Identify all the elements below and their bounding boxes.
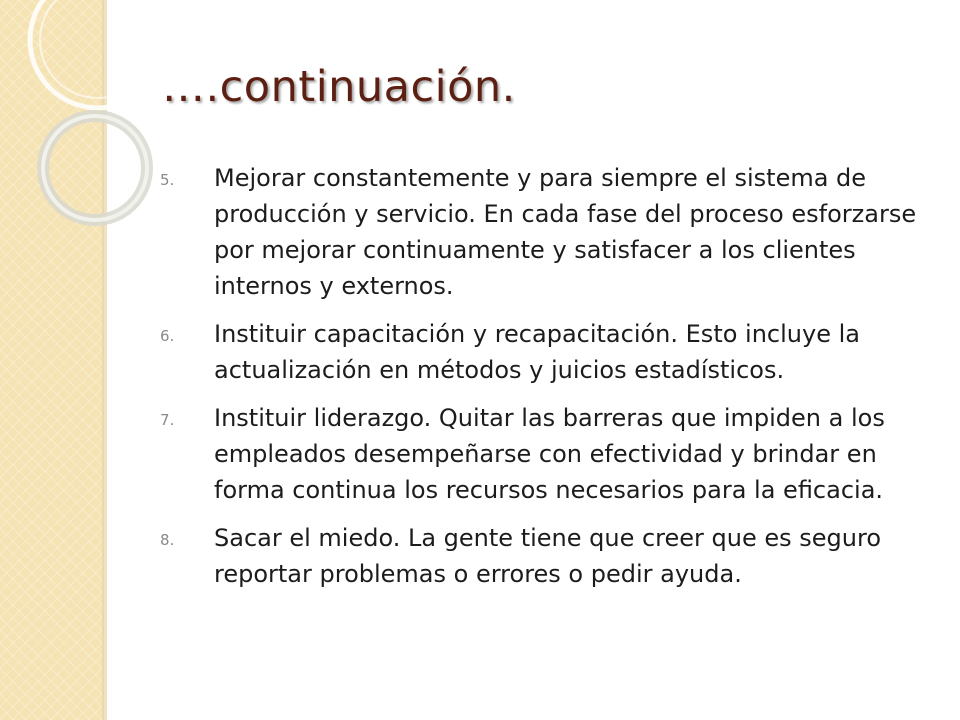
large-ring (30, 0, 166, 108)
list-item-number: 6. (160, 327, 175, 345)
list-item (160, 160, 930, 304)
list-item-text: Mejorar constantemente y para siempre el sistema de producción y servicio. En cada fase del proceso esforzarse por mejorar continuamente y satisfacer a los clientes internos y externos. (214, 164, 917, 300)
list-item (160, 400, 930, 508)
slide-title: ….continuación. (162, 62, 516, 112)
list-item-number: 5. (160, 171, 175, 189)
list-item-text: Instituir capacitación y recapacitación. Esto incluye la actualización en métodos y juicios estadísticos. (214, 320, 860, 384)
large-ring-inner (40, 0, 156, 98)
list-item-number: 8. (160, 531, 175, 549)
numbered-list (160, 160, 930, 604)
list-item-text: Sacar el miedo. La gente tiene que creer que es seguro reportar problemas o errores o pedir ayuda. (214, 524, 882, 588)
small-ring-highlight (43, 116, 147, 220)
list-item (160, 520, 930, 592)
list-item (160, 316, 930, 388)
list-item-text: Instituir liderazgo. Quitar las barreras que impiden a los empleados desempeñarse con efectividad y brindar en forma continua los recursos necesarios para la eficacia. (214, 404, 885, 504)
list-item-number: 7. (160, 411, 175, 429)
